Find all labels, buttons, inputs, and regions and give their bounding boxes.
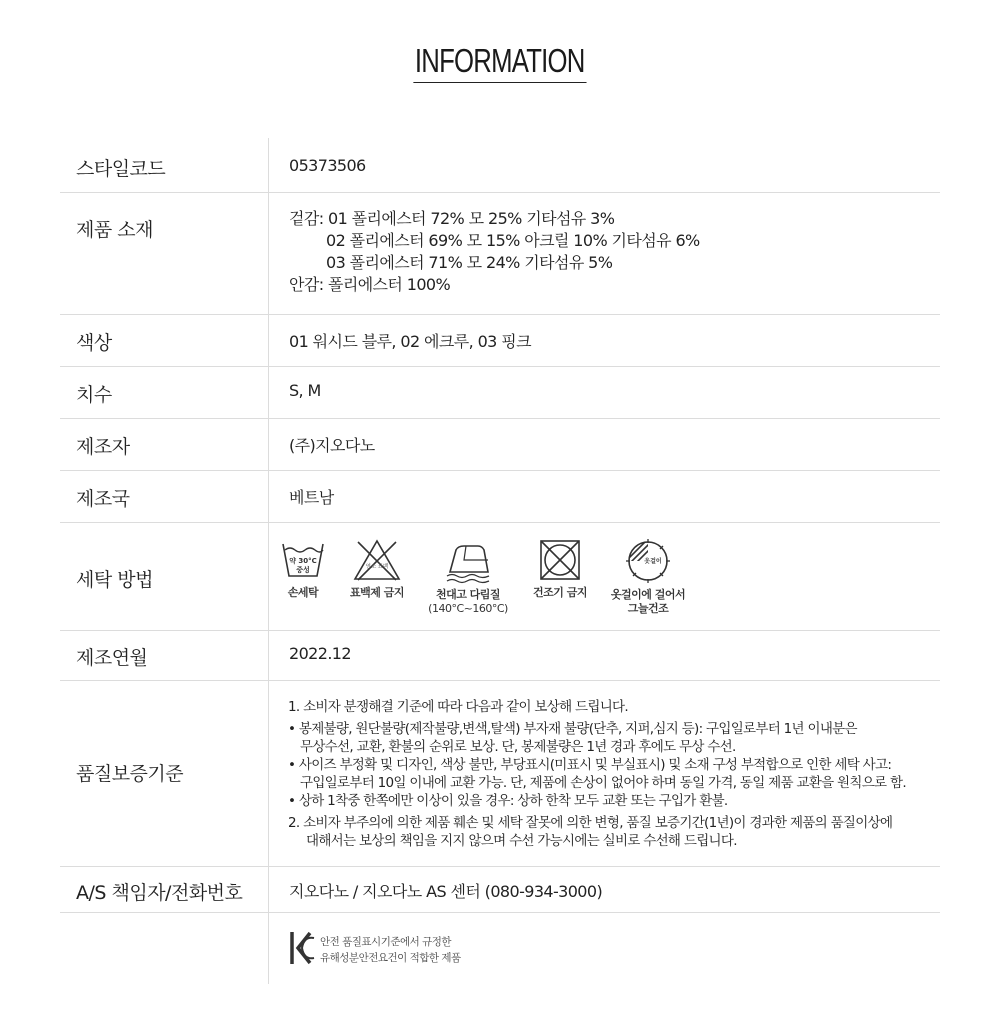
kc-text [320,934,461,966]
table-row-maker [60,419,940,471]
care-caption-2: 그늘건조 [627,602,669,615]
care-item-no-dryer [526,538,594,600]
quality-line: 대해서는 보상의 책임을 지지 않으며 수선 가능시에는 실비로 수선해 드립니다. [306,833,737,849]
care-caption: 천대고 다림질 [435,588,501,601]
hanger-text: 옷걸이 [644,558,662,565]
table-row-country [60,471,940,523]
table-row-date [60,631,940,681]
table-row-style-code [60,138,940,193]
row-label: 제조연월 [76,647,148,669]
quality-text [288,698,906,850]
hang-dry-shade-icon [625,538,671,584]
material-line: 겉감: 01 폴리에스터 72% 모 25% 기타섬유 3% [289,209,615,228]
hand-wash-icon [281,538,325,582]
quality-line: • 사이즈 부정확 및 디자인, 색상 불만, 부당표시(미표시 및 부실표시) 및 소재 구성 부적합으로 인한 세탁 사고: [288,757,892,773]
row-label: 제품 소재 [76,219,153,241]
kc-mark-icon [290,930,316,966]
bleach-text-1: 염소 [365,564,377,570]
table-row-material [60,193,940,315]
row-label: 치수 [76,384,112,406]
care-item-hand-wash [280,538,326,600]
kc-certification [290,930,540,970]
table-row-quality [60,681,940,867]
page-title: INFORMATION [414,44,587,83]
material-line: 02 폴리에스터 69% 모 15% 아크릴 10% 기타섬유 6% [326,231,700,250]
material-line: 안감: 폴리에스터 100% [289,275,451,294]
care-symbols [280,538,700,628]
bleach-text-2: 표백 [377,564,389,570]
care-caption-2: (140°C~160°C) [428,602,508,615]
care-caption: 표백제 금지 [350,586,404,599]
table-row-washing [60,523,940,631]
quality-line: 2. 소비자 부주의에 의한 제품 훼손 및 세탁 잘못에 의한 변형, 품질 보증기간(1년)이 경과한 제품의 품질이상에 [288,815,893,831]
row-value: 01 워시드 블루, 02 에크루, 03 핑크 [289,332,531,351]
no-bleach-icon [352,538,402,582]
row-value: S, M [289,381,321,400]
care-caption: 건조기 금지 [533,586,587,599]
row-label: 제조자 [76,436,130,458]
care-caption: 손세탁 [287,586,319,599]
table-row-color [60,315,940,367]
iron-with-cloth-icon [444,538,492,584]
kc-line-1: 안전 품질표시기준에서 규정한 [320,936,452,948]
no-tumble-dry-icon [538,538,582,582]
quality-line: 1. 소비자 분쟁해결 기준에 따라 다음과 같이 보상해 드립니다. [288,699,628,715]
table-row-as [60,867,940,913]
row-label: 제조국 [76,488,130,510]
care-caption: 옷걸이에 걸어서 [610,588,686,601]
quality-line: • 봉제불량, 원단불량(제작불량,변색,탈색) 부자재 불량(단추, 지퍼,심지 등): 구입일로부터 1년 이내분은 [288,721,857,737]
kc-line-2: 유해성분안전요건이 적합한 제품 [320,952,461,964]
quality-line: 무상수선, 교환, 환불의 순위로 보상. 단, 봉제불량은 1년 경과 후에도 무상 수선. [300,739,736,755]
row-value: 2022.12 [289,644,351,663]
page-title-wrap [0,44,1000,83]
row-label: A/S 책임자/전화번호 [76,882,243,904]
material-line: 03 폴리에스터 71% 모 24% 기타섬유 5% [326,253,613,272]
row-label: 색상 [76,332,112,354]
row-value: 05373506 [289,156,366,175]
care-item-hang-dry [604,538,692,616]
row-value: (주)지오다노 [289,436,375,455]
row-label: 품질보증기준 [76,763,184,785]
hand-wash-temp: 약 30°C [289,557,317,565]
row-value: 베트남 [289,488,334,507]
care-item-no-bleach [346,538,408,600]
quality-line: 구입일로부터 10일 이내에 교환 가능. 단, 제품에 손상이 없어야 하며 동일 가격, 동일 제품 교환을 원칙으로 함. [300,775,906,791]
row-label: 세탁 방법 [76,569,153,591]
material-lines [289,208,700,296]
hand-wash-detergent: 중성 [296,566,310,574]
care-item-iron [426,538,510,616]
row-value: 지오다노 / 지오다노 AS 센터 (080-934-3000) [289,882,603,901]
quality-line: • 상하 1착중 한쪽에만 이상이 있을 경우: 상하 한착 모두 교환 또는 구입가 환불. [288,793,728,809]
row-label: 스타일코드 [76,158,166,180]
table-row-size [60,367,940,419]
